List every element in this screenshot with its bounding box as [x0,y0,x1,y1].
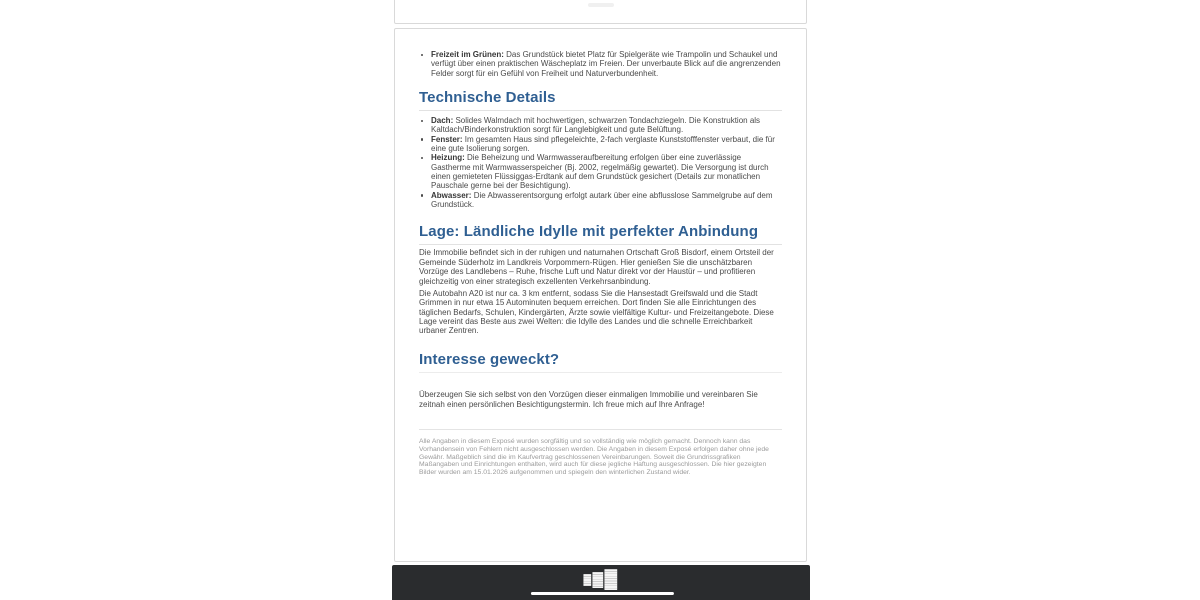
bullet-text: Im gesamten Haus sind pflegeleichte, 2-fach verglaste Kunststofffenster verbaut, die für eine gute Isolierung sorgen. [431,134,775,154]
bullet-text: Die Abwasserentsorgung erfolgt autark über eine abflusslose Sammelgrube auf dem Grundstück. [431,190,773,210]
logo-page-thumbnail [604,569,617,590]
tech-details-list [419,116,782,209]
lage-paragraph-1: Die Immobilie befindet sich in der ruhigen und naturnahen Ortschaft Groß Bisdorf, einem Ortsteil der Gemeinde Süderholz im Landkreis Vorpommern-Rügen. Hier genießen Sie die unschätzbaren Vorzüge des Landlebens – Ruhe, frische Luft und Natur direkt vor der Haustür – und profitieren gleichzeitig von einer strategisch exzellenten Verkehrsanbindung. [419,248,774,286]
bullet-icon [421,194,423,196]
section-title-interesse: Interesse geweckt? [419,351,782,373]
bullet-text: Das Grundstück bietet Platz für Spielgeräte wie Trampolin und Schaukel und verfügt über einen praktischen Wäscheplatz im Freien. Der unverbaute Blick auf die angrenzenden Felder sorgt für ein Gefühl von Freiheit und Naturverbundenheit. [431,50,781,78]
page-content [395,29,806,561]
bullet-icon [421,138,423,140]
next-page-sliver [392,565,810,600]
list-item [419,191,782,210]
freizeit-bullet-list [419,50,782,78]
disclaimer-divider [419,429,782,430]
lage-paragraphs [419,248,782,335]
bullet-label: Fenster: [431,134,463,144]
list-item [419,135,782,154]
list-item [419,116,782,135]
logo-page-thumbnail [592,572,603,588]
bullet-label: Freizeit im Grünen: [431,50,504,59]
list-item [419,50,782,78]
list-item [419,153,782,190]
lage-paragraph-2: Die Autobahn A20 ist nur ca. 3 km entfernt, sodass Sie die Hansestadt Greifswald und die Stadt Grimmen in nur etwa 15 Autominuten bequem erreichen. Dort finden Sie alle Einrichtungen des täglichen Bedarfs, Schulen, Kindergärten, Ärzte sowie vielfältige Kultur- und Freizeitangebote. Diese Lage vereint das Beste aus zwei Welten: die Idylle des Landes und die schnelle Erreichbarkeit urbaner Zentren. [419,288,774,336]
stacked-pages-logo-icon [583,569,617,590]
bullet-label: Dach: [431,116,454,126]
section-title-technische-details: Technische Details [419,89,782,111]
section-title-lage: Lage: Ländliche Idylle mit perfekter Anbindung [419,223,782,245]
bullet-icon [421,54,423,56]
previous-page-sliver [394,0,807,24]
logo-page-thumbnail [583,574,591,586]
disclaimer-text: Alle Angaben in diesem Exposé wurden sorgfältig und so vollständig wie möglich gemacht. Dennoch kann das Vorhandensein von Fehlern nicht ausgeschlossen werden. Die Angaben in diesem Exposé erfolgen daher ohne jede Gewähr. Maßgeblich sind die im Kaufvertrag geschlossenen Vereinbarungen. Soweit die Grundrissgrafiken Maßangaben und Einrichtungen enthalten, wird auch für diese jegliche Haftung ausgeschlossen. Die hier gezeigten Bilder wurden am 15.01.2026 aufgenommen und spiegeln den winterlichen Zustand wider. [419,438,769,476]
bullet-label: Abwasser: [431,190,472,200]
bullet-text: Solides Walmdach mit hochwertigen, schwarzen Tondachziegeln. Die Konstruktion als Kaltdach/Binderkonstruktion sorgt für Langlebigkeit und gute Belüftung. [431,116,761,135]
bullet-text: Die Beheizung und Warmwasseraufbereitung erfolgen über eine zuverlässige Gastherme mit Warmwasserspeicher (Bj. 2002, regelmäßig gewartet). Die Versorgung ist durch einen gemieteten Flüssiggas-Erdtank auf dem Grundstück gesichert (Details zur monatlichen Pauschale gerne bei der Besichtigung). [431,153,769,191]
expose-page [394,28,807,562]
bullet-icon [421,120,423,122]
interesse-paragraph: Überzeugen Sie sich selbst von den Vorzügen dieser einmaligen Immobilie und vereinbaren Sie zeitnah einen persönlichen Besichtigungstermin. Ich freue mich auf Ihre Anfrage! [419,389,758,409]
bullet-icon [421,157,423,159]
previous-page-footer-remnant [588,3,614,7]
bullet-label: Heizung: [431,153,465,163]
logo-underline-rule [531,592,674,595]
